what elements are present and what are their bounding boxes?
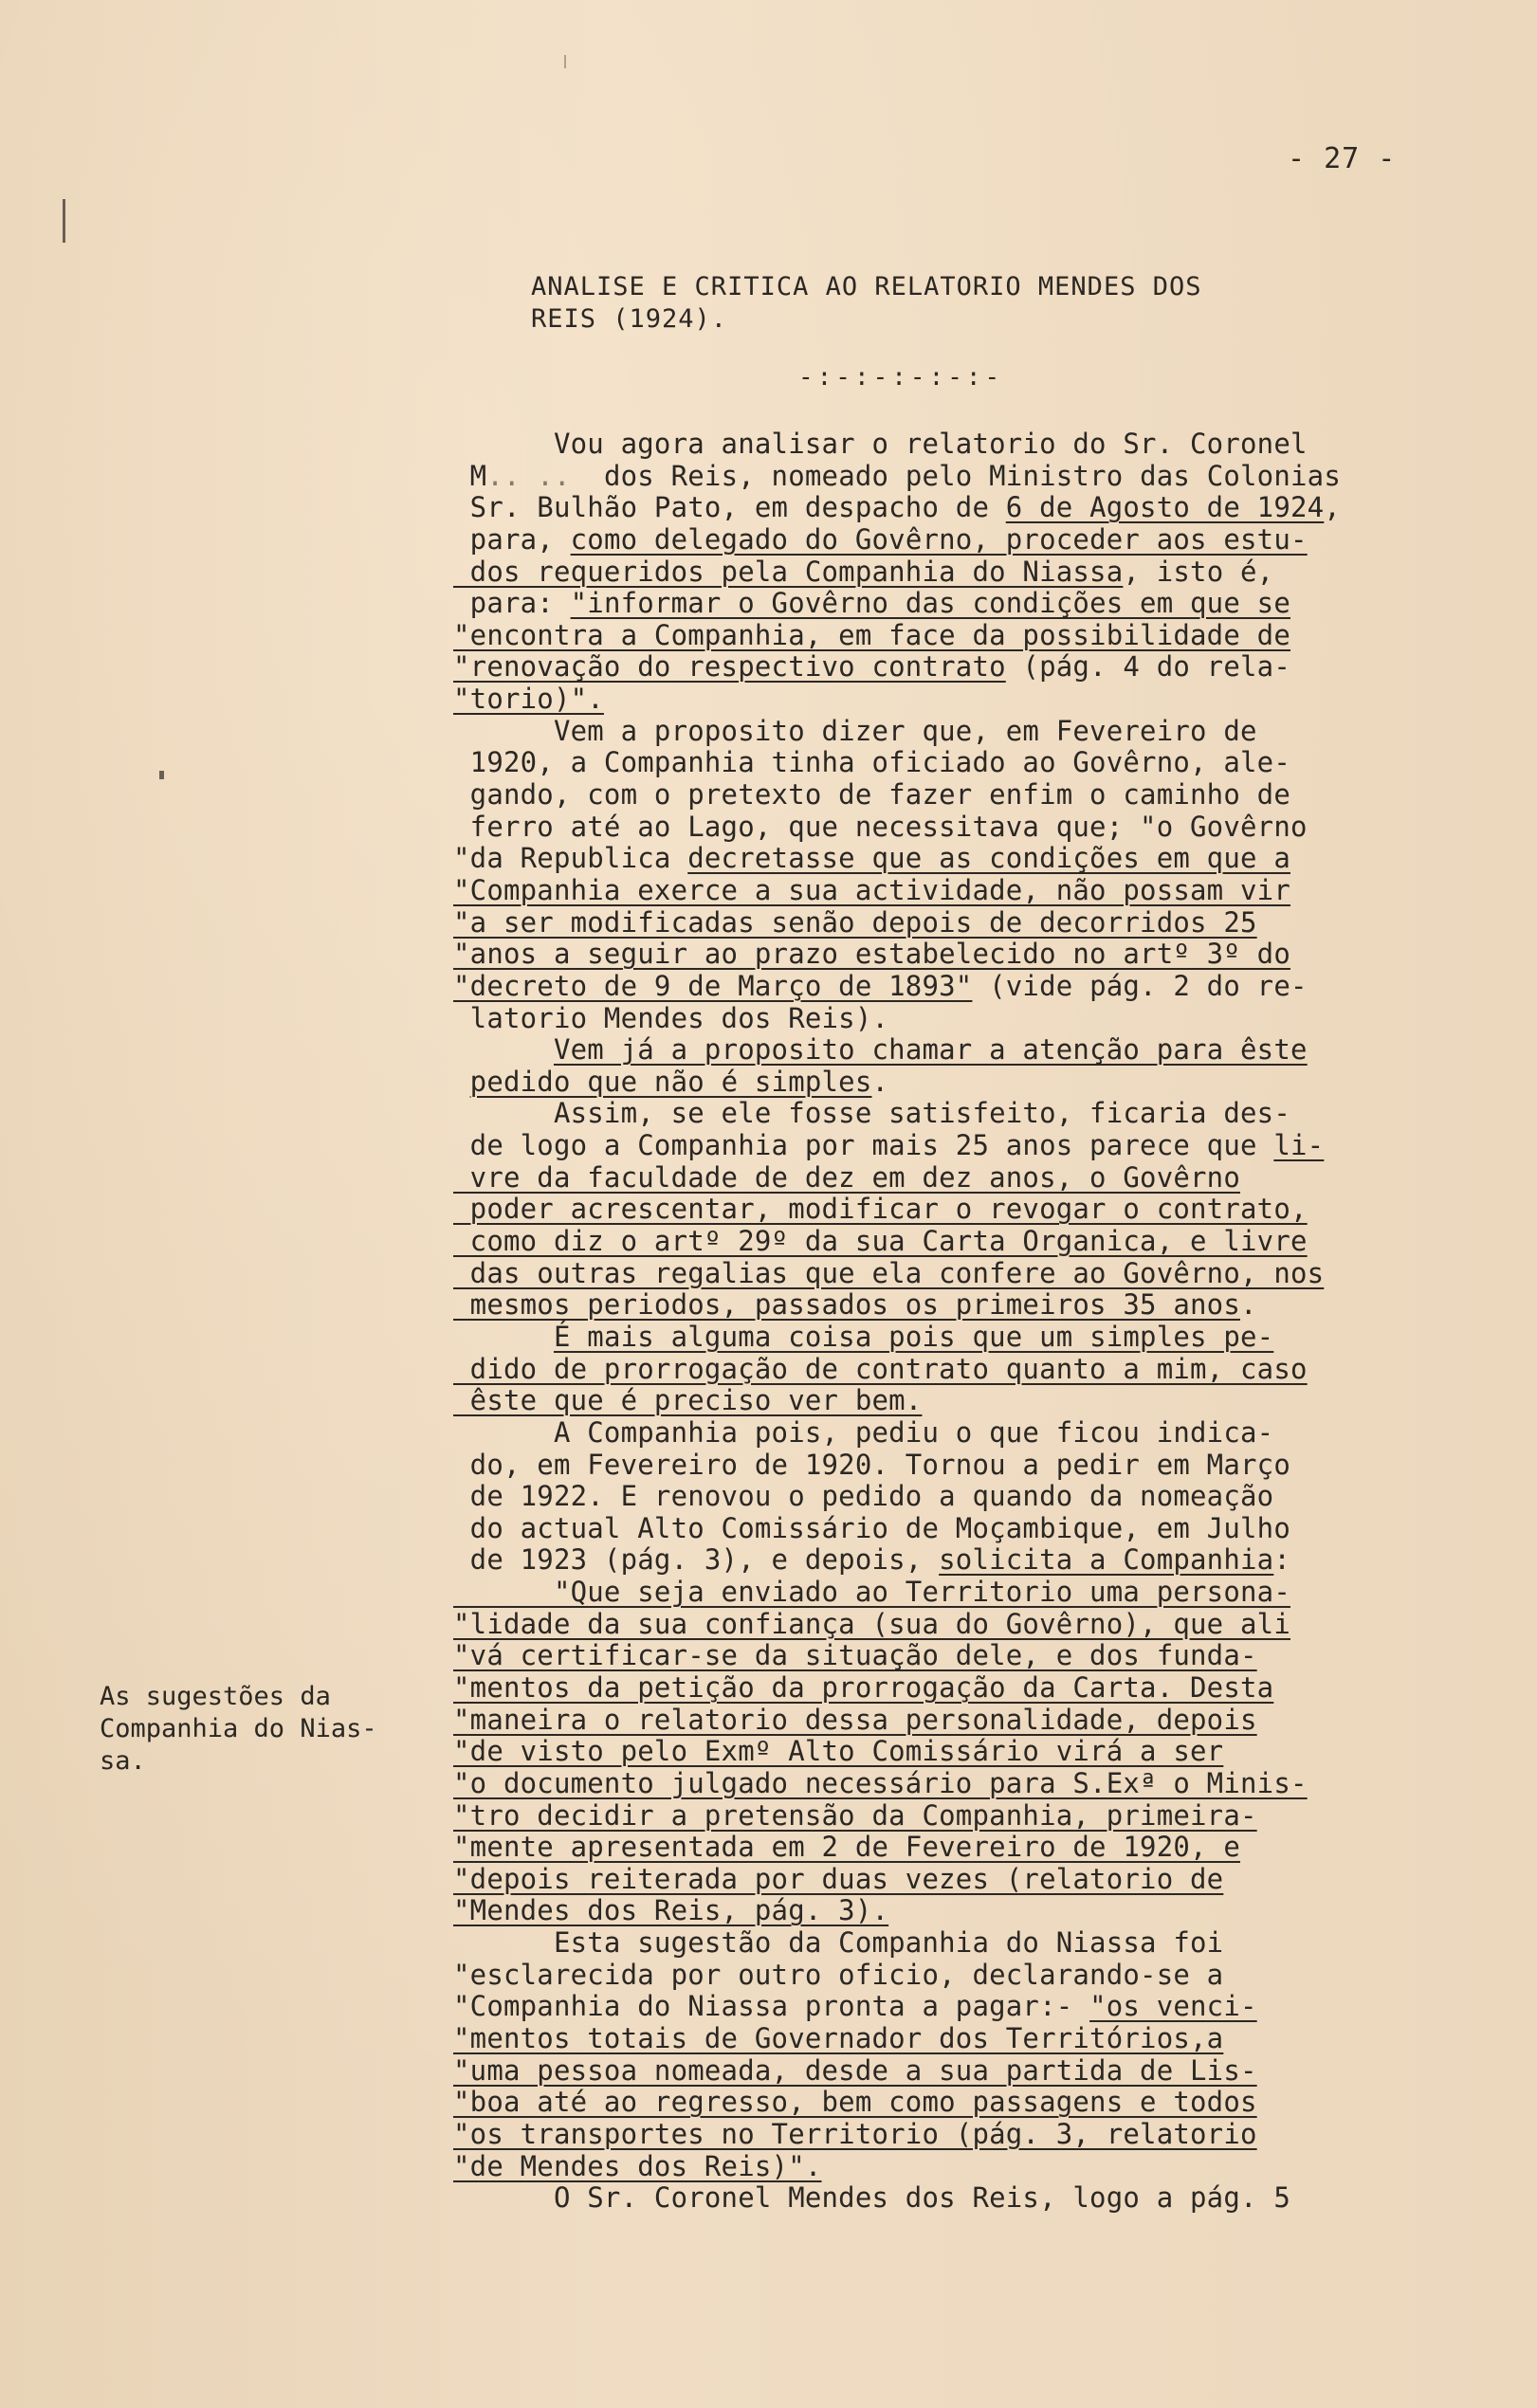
text-line: Assim, se ele fosse satisfeito, ficaria des- xyxy=(453,1097,1290,1130)
document-heading xyxy=(531,271,1201,336)
text-line: "mentos da petição da prorrogação da Carta. Desta xyxy=(453,1670,1274,1704)
body-text xyxy=(453,429,1458,2215)
text-line: "anos a seguir ao prazo estabelecido no artº 3º do xyxy=(453,938,1290,971)
text-line: "da Republica decretasse que as condições em que a xyxy=(453,842,1290,875)
text-line: para, como delegado do Govêrno, proceder aos estu- xyxy=(453,522,1308,556)
text-line: do, em Fevereiro de 1920. Tornou a pedir em Março xyxy=(453,1448,1290,1481)
text-line: A Companhia pois, pediu o que ficou indica- xyxy=(453,1415,1274,1449)
text-line: "maneira o relatorio dessa personalidade, depois xyxy=(453,1703,1257,1736)
margin-note: As sugestões da Companhia do Nias- sa. xyxy=(100,1682,377,1776)
text-line: É mais alguma coisa pois que um simples pe- xyxy=(553,1320,1274,1353)
text-line: "lidade da sua confiança (sua do Govêrno), que ali xyxy=(453,1607,1290,1640)
text-line: do actual Alto Comissário de Moçambique, em Julho xyxy=(453,1511,1290,1544)
text-line: poder acrescentar, modificar o revogar o contrato, xyxy=(453,1193,1308,1226)
text-line: "depois reiterada por duas vezes (relatorio de xyxy=(453,1862,1224,1895)
binding-mark xyxy=(63,199,65,243)
text-line: "uma pessoa nomeada, desde a sua partida de Lis- xyxy=(453,2053,1257,2087)
text-line: "vá certificar-se da situação dele, e dos funda- xyxy=(453,1639,1257,1672)
text-line: de 1922. E renovou o pedido a quando da nomeação xyxy=(453,1480,1274,1513)
text-line: das outras regalias que ela confere ao Govêrno, nos xyxy=(453,1256,1325,1289)
text-line: "os transportes no Territorio (pág. 3, relatorio xyxy=(453,2117,1257,2150)
text-line: Vem já a proposito chamar a atenção para êste xyxy=(553,1033,1308,1067)
text-line: 1920, a Companhia tinha oficiado ao Govêrno, ale- xyxy=(453,746,1290,779)
binding-mark xyxy=(159,771,164,779)
separator: -:-:-:-:-:- xyxy=(798,363,1004,392)
text-line: "decreto de 9 de Março de 1893" (vide pág. 2 do re- xyxy=(453,969,1308,1002)
text-line: de 1923 (pág. 3), e depois, solicita a Companhia: xyxy=(453,1543,1290,1577)
text-line: dido de prorrogação de contrato quanto a mim, caso xyxy=(453,1352,1308,1385)
text-line: latorio Mendes dos Reis). xyxy=(453,1001,889,1034)
heading-line-1: ANALISE E CRITICA AO RELATORIO MENDES DOS xyxy=(531,272,1202,301)
text-line: "mente apresentada em 2 de Fevereiro de 1920, e xyxy=(453,1831,1240,1864)
text-line: "esclarecida por outro oficio, declarando-se a xyxy=(453,1958,1224,1991)
text-line: "Companhia exerce a sua actividade, não possam vir xyxy=(453,873,1290,906)
text-line: O Sr. Coronel Mendes dos Reis, logo a pág. 5 xyxy=(453,2181,1290,2215)
text-line: dos requeridos pela Companhia do Niassa, isto é, xyxy=(453,555,1274,588)
text-line: "boa até ao regresso, bem como passagens e todos xyxy=(453,2086,1257,2119)
text-line: êste que é preciso ver bem. xyxy=(453,1384,923,1417)
text-line: M.. .. dos Reis, nomeado pelo Ministro das Colonias xyxy=(453,459,1341,492)
text-line: "Que seja enviado ao Territorio uma persona- xyxy=(453,1576,1290,1609)
text-line: "torio)". xyxy=(453,683,604,716)
text-line: Sr. Bulhão Pato, em despacho de 6 de Agosto de 1924, xyxy=(453,491,1341,524)
heading-line-2: REIS (1924). xyxy=(531,304,728,334)
text-line: Vou agora analisar o relatorio do Sr. Coronel xyxy=(453,428,1308,460)
text-line: "de Mendes dos Reis)". xyxy=(453,2149,822,2182)
text-line: como diz o artº 29º da sua Carta Organica, e livre xyxy=(453,1225,1308,1258)
text-line: de logo a Companhia por mais 25 anos parece que li- xyxy=(453,1129,1325,1162)
text-line: "tro decidir a pretensão da Companhia, primeira- xyxy=(453,1798,1257,1832)
text-line: Esta sugestão da Companhia do Niassa foi xyxy=(453,1926,1224,1960)
text-line: "encontra a Companhia, em face da possibilidade de xyxy=(453,618,1290,651)
text-line: Vem a proposito dizer que, em Fevereiro de xyxy=(453,714,1257,747)
text-line: "a ser modificadas senão depois de decorridos 25 xyxy=(453,905,1257,939)
text-line: vre da faculdade de dez em dez anos, o Govêrno xyxy=(453,1160,1240,1194)
text-line: pedido que não é simples. xyxy=(469,1065,889,1098)
text-line: "renovação do respectivo contrato (pág. 4 do rela- xyxy=(453,650,1290,684)
text-line: "Companhia do Niassa pronta a pagar:- "os venci- xyxy=(453,1990,1257,2023)
text-line: para: "informar o Govêrno das condições em que se xyxy=(453,587,1290,620)
text-line: "Mendes dos Reis, pág. 3). xyxy=(453,1894,889,1927)
text-line: "mentos totais de Governador dos Territórios,a xyxy=(453,2022,1224,2055)
text-line: gando, com o pretexto de fazer enfim o caminho de xyxy=(453,778,1290,812)
page-number: - 27 - xyxy=(1288,142,1397,175)
text-line: "de visto pelo Exmº Alto Comissário virá a ser xyxy=(453,1735,1224,1768)
text-line: mesmos periodos, passados os primeiros 35 anos. xyxy=(453,1288,1257,1322)
text-line: ferro até ao Lago, que necessitava que; "o Govêrno xyxy=(453,810,1308,843)
binding-mark xyxy=(564,55,566,68)
text-line: "o documento julgado necessário para S.Exª o Minis- xyxy=(453,1766,1308,1799)
